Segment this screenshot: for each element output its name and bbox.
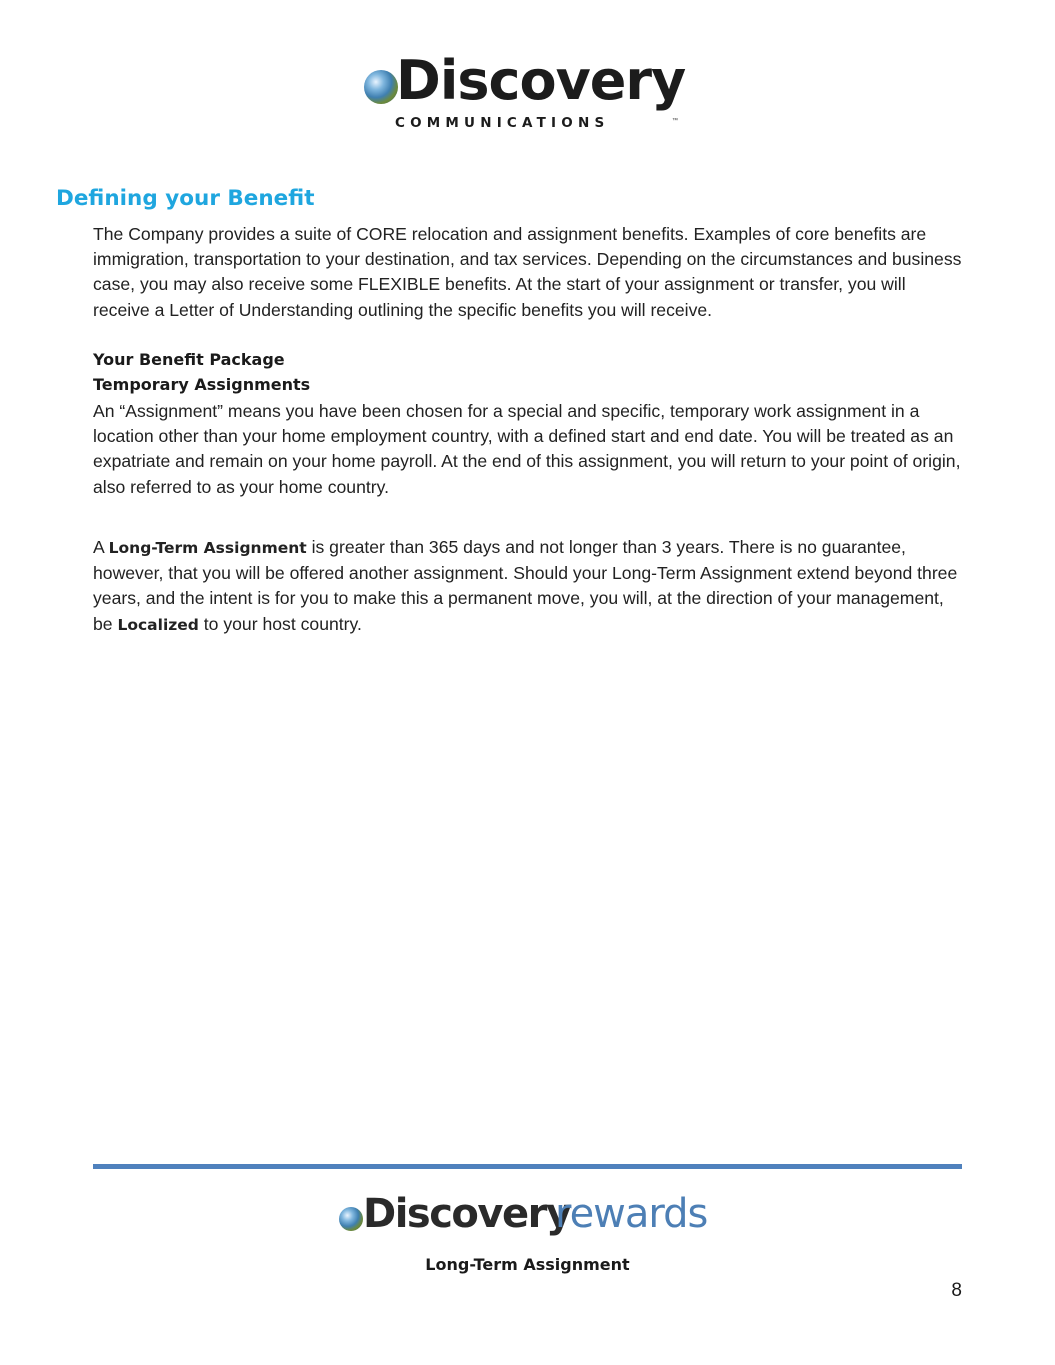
footer-title: Long-Term Assignment [425,1255,630,1274]
rewards-logo-word-discovery: Discovery [363,1191,571,1237]
rewards-logo-word-rewards: rewards [555,1191,708,1237]
discovery-communications-logo [360,49,700,138]
page-number: 8 [951,1280,962,1301]
globe-icon [364,70,398,104]
footer-divider [93,1164,962,1169]
lta-term: Long-Term Assignment [108,539,307,557]
long-term-assignment-paragraph [93,535,963,638]
localized-term: Localized [117,615,199,634]
globe-icon [339,1207,363,1231]
lta-body: is greater than 365 days and not longer than 3 years. There is no guarantee, however, that you will be offered another assignment. Should your Long-Term Assignment extend beyond three years, and the intent is for you to make this a permanent move, you will, at the direction of your management, be [93,537,958,634]
benefit-package-heading: Your Benefit Package [93,350,285,369]
discovery-rewards-logo [337,1191,737,1244]
lta-prefix: A [93,537,109,557]
logo-subtitle: COMMUNICATIONS [395,115,610,131]
trademark-symbol: ™ [672,118,678,124]
intro-paragraph: The Company provides a suite of CORE relocation and assignment benefits. Examples of core benefits are immigration, transportation to your destination, and tax services. Depending on the circumstances and business case, you may also receive some FLEXIBLE benefits. At the start of your assignment or transfer, you will receive a Letter of Understanding outlining the specific benefits you will receive. [93,224,962,320]
temporary-assignments-heading: Temporary Assignments [93,375,311,394]
assignment-definition-paragraph: An “Assignment” means you have been chosen for a special and specific, temporary work assignment in a location other than your home employment country, with a defined start and end date. You will be treated as an expatriate and remain on your home payroll. At the end of this assignment, you will return to your point of origin, also referred to as your home country. [93,401,961,497]
section-title: Defining your Benefit [56,186,315,211]
logo-wordmark: Discovery [396,49,686,112]
lta-suffix: to your host country. [198,613,362,634]
